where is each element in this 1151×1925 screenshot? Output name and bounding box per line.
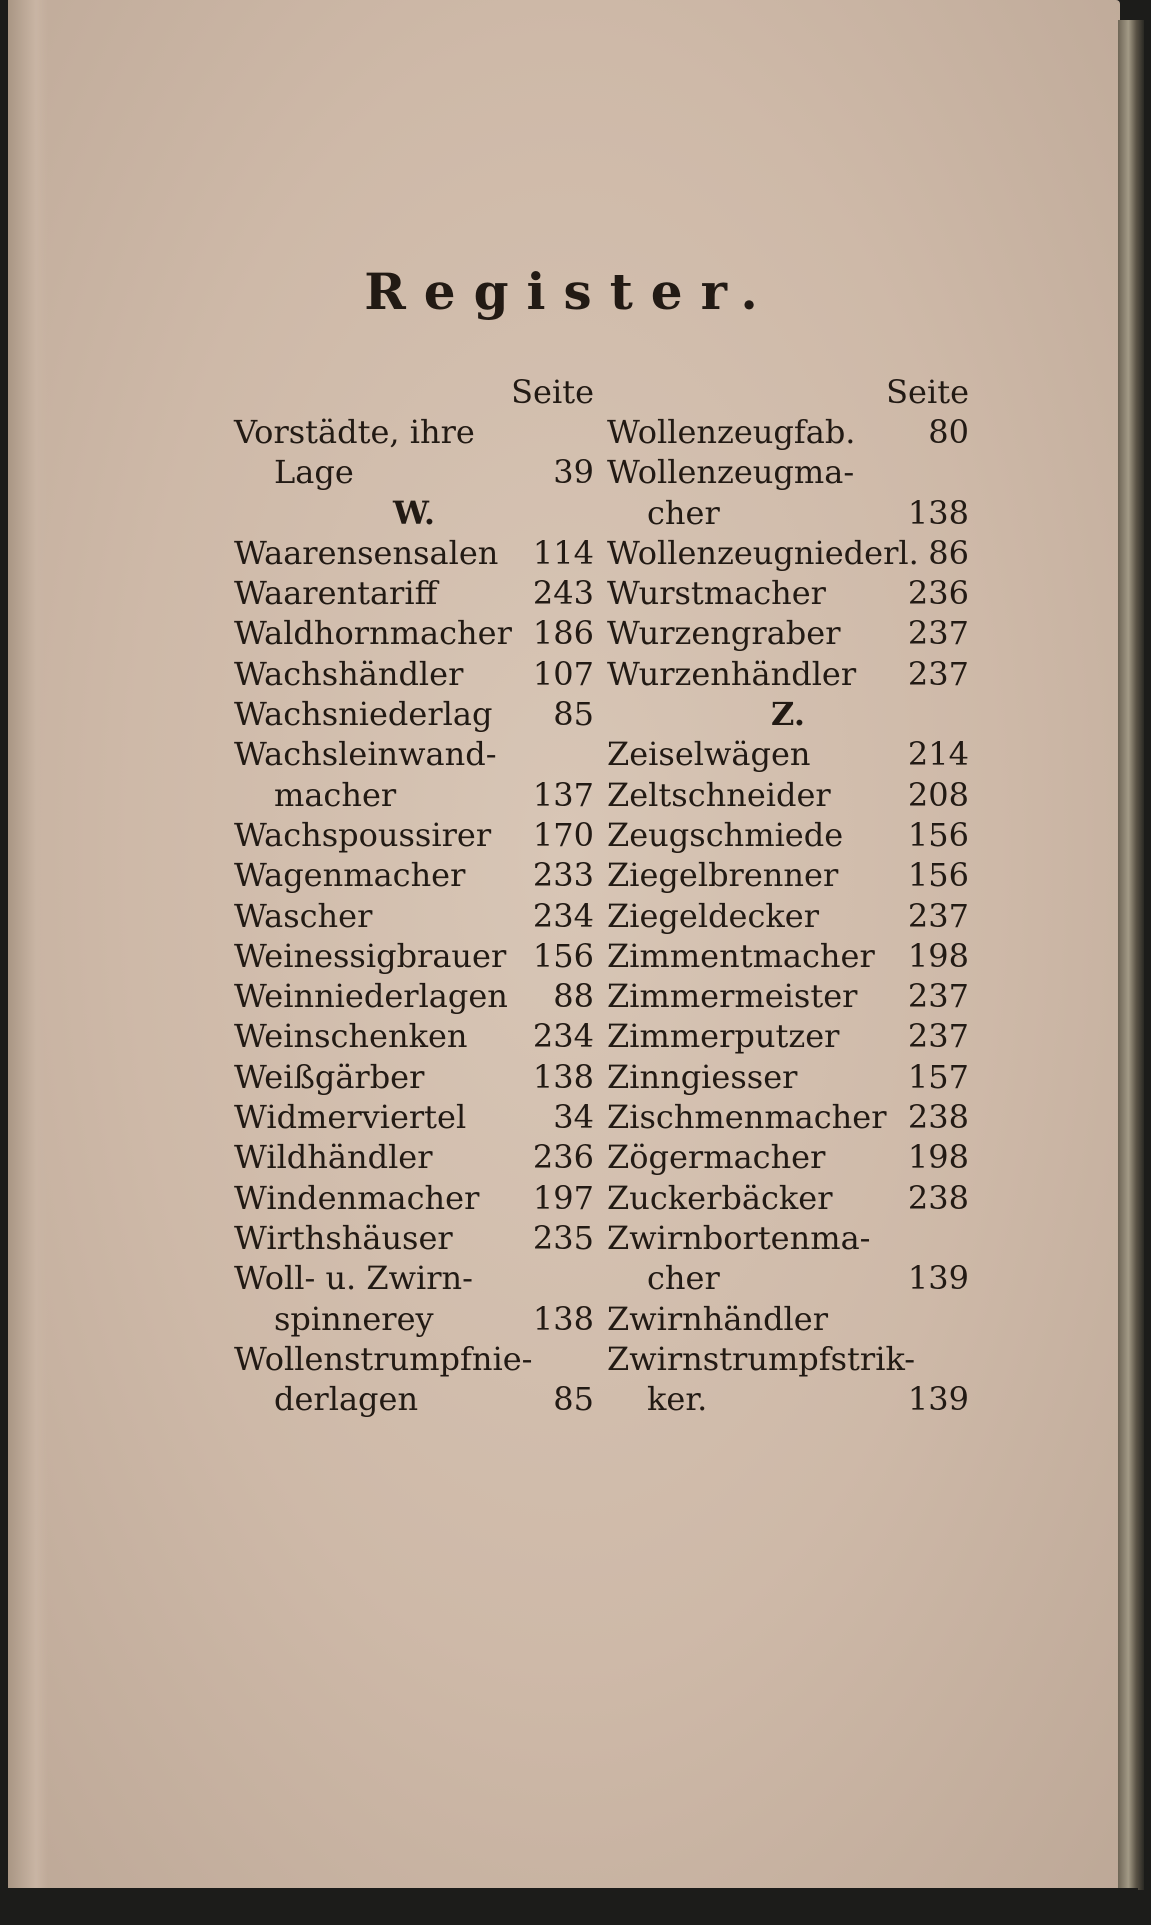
entry-page-number: 85 [553, 1380, 594, 1419]
entry-page-number: 86 [928, 533, 969, 572]
entry-term: Weinschenken [234, 1017, 468, 1056]
entry-term: Zwirnstrumpfstrik- [607, 1339, 916, 1378]
entry-page-number: 156 [532, 936, 594, 975]
entry-page-number: 198 [907, 936, 969, 975]
entry-page-number: 237 [907, 977, 969, 1016]
entry-term: cher [647, 1259, 720, 1298]
entry-term: Zinngiesser [607, 1057, 798, 1096]
entry-term: Wachshändler [234, 654, 464, 693]
entry-term: Weinniederlagen [234, 977, 508, 1016]
entry-term: Zeltschneider [607, 775, 831, 814]
entry-term: Ziegelbrenner [607, 856, 839, 895]
index-entry [607, 1016, 969, 1056]
entry-page-number: 197 [532, 1178, 594, 1217]
entry-term: Wascher [234, 896, 373, 935]
index-entry [234, 1379, 594, 1419]
index-entry [607, 936, 969, 976]
index-entry [607, 976, 969, 1016]
binding-gutter [8, 0, 48, 1895]
entry-term: Zuckerbäcker [607, 1178, 833, 1217]
entry-page-number: 234 [532, 1017, 594, 1056]
entry-page-number: 157 [907, 1057, 969, 1096]
index-entry [234, 613, 594, 653]
entry-page-number: 238 [907, 1098, 969, 1137]
index-entry [234, 654, 594, 694]
entry-page-number: 107 [532, 654, 594, 693]
entry-page-number: 80 [928, 413, 969, 451]
entry-term: Waarentariff [234, 574, 438, 613]
entry-term: Wachspoussirer [234, 815, 492, 854]
index-entry [607, 1137, 969, 1177]
index-entry [234, 1057, 594, 1097]
entry-term: Wildhändler [234, 1138, 433, 1177]
index-entry [234, 775, 594, 815]
index-entry [234, 694, 594, 734]
entry-term: Lage [274, 453, 354, 492]
entry-term: W. [392, 493, 436, 532]
entry-page-number: 237 [907, 614, 969, 653]
entry-page-number: 137 [532, 775, 594, 814]
index-entry [234, 855, 594, 895]
index-entry [234, 573, 594, 613]
index-entry [234, 412, 594, 452]
entry-page-number: 138 [532, 1299, 594, 1338]
entry-term: Zwirnhändler [607, 1299, 829, 1338]
index-entry [234, 1016, 594, 1056]
index-entry [607, 493, 969, 533]
entry-term: Zimmerputzer [607, 1017, 840, 1056]
entry-term: derlagen [274, 1380, 419, 1419]
entry-page-number: 237 [907, 654, 969, 693]
entry-page-number: 186 [532, 614, 594, 653]
entry-term: Wachsniederlag [234, 695, 493, 734]
entry-page-number: 235 [532, 1218, 594, 1257]
entry-page-number: 85 [553, 695, 594, 734]
index-entry [607, 452, 969, 492]
entry-page-number: 233 [532, 856, 594, 895]
entry-page-number: 198 [907, 1138, 969, 1177]
index-entry [607, 1339, 969, 1379]
index-entry [607, 1057, 969, 1097]
index-entry [607, 1178, 969, 1218]
entry-page-number: 138 [907, 493, 969, 532]
index-entry [607, 1299, 969, 1339]
index-entry [234, 896, 594, 936]
index-entry [607, 1097, 969, 1137]
index-entry [234, 533, 594, 573]
entry-term: Wurzengraber [607, 614, 841, 653]
entry-page-number: 214 [907, 735, 969, 774]
entry-page-number: 237 [907, 896, 969, 935]
entry-page-number: 243 [532, 574, 594, 613]
index-entry [607, 896, 969, 936]
entry-term: Zwirnbortenma- [607, 1218, 871, 1257]
index-entry [607, 1379, 969, 1419]
entry-term: Zeiselwägen [607, 735, 811, 774]
entry-term: Wurzenhändler [607, 654, 857, 693]
entry-term: Zeugschmiede [607, 815, 844, 854]
index-rows-left [234, 412, 594, 1419]
entry-term: Windenmacher [234, 1178, 480, 1217]
index-entry [607, 573, 969, 613]
index-entry [234, 1258, 594, 1298]
entry-term: macher [274, 775, 397, 814]
index-entry [607, 855, 969, 895]
index-column-right [607, 372, 969, 1419]
entry-page-number: 34 [553, 1098, 594, 1137]
entry-term: Waldhornmacher [234, 614, 512, 653]
entry-page-number: 39 [553, 453, 594, 492]
entry-term: Zimmermeister [607, 977, 858, 1016]
entry-term: Wirthshäuser [234, 1218, 453, 1257]
index-entry [234, 976, 594, 1016]
background-strip [8, 1888, 1138, 1925]
entry-page-number: 139 [907, 1259, 969, 1298]
entry-term: cher [647, 493, 720, 532]
index-rows-right [607, 412, 969, 1419]
page-title: Register. [364, 262, 776, 321]
index-entry [234, 1137, 594, 1177]
index-entry [234, 1299, 594, 1339]
entry-page-number: 236 [532, 1138, 594, 1177]
column-header-left: Seite [511, 373, 594, 411]
entry-page-number: 114 [532, 533, 594, 572]
index-entry [607, 654, 969, 694]
index-entry [234, 1218, 594, 1258]
entry-term: Wachsleinwand- [234, 735, 497, 774]
index-entry [234, 936, 594, 976]
entry-term: Zimmentmacher [607, 936, 875, 975]
entry-term: Z. [771, 695, 805, 734]
entry-page-number: 236 [907, 574, 969, 613]
entry-term: Wurstmacher [607, 574, 826, 613]
index-entry [607, 775, 969, 815]
entry-page-number: 234 [532, 896, 594, 935]
index-column-left [234, 372, 594, 1419]
entry-page-number: 88 [553, 977, 594, 1016]
entry-term: Vorstädte, ihre [234, 413, 475, 451]
entry-term: spinnerey [274, 1299, 434, 1338]
entry-term: Widmerviertel [234, 1098, 467, 1137]
entry-page-number: 156 [907, 856, 969, 895]
entry-term: ker. [647, 1380, 708, 1419]
entry-term: Ziegeldecker [607, 896, 820, 935]
entry-term: Wollenzeugniederl. [607, 533, 919, 572]
entry-term: Wollenzeugfab. [607, 413, 856, 451]
index-entry [607, 734, 969, 774]
section-letter [607, 694, 969, 734]
entry-term: Wollenzeugma- [607, 453, 855, 492]
column-header-right: Seite [886, 373, 969, 411]
entry-page-number: 208 [907, 775, 969, 814]
entry-term: Zischmenmacher [607, 1098, 887, 1137]
entry-term: Weinessigbrauer [234, 936, 507, 975]
index-entry [234, 452, 594, 492]
entry-term: Weißgärber [234, 1057, 425, 1096]
entry-page-number: 156 [907, 815, 969, 854]
entry-page-number: 139 [907, 1380, 969, 1419]
entry-page-number: 138 [532, 1057, 594, 1096]
index-entry [234, 1097, 594, 1137]
entry-term: Woll- u. Zwirn- [234, 1259, 473, 1298]
index-entry [234, 1339, 594, 1379]
entry-page-number: 238 [907, 1178, 969, 1217]
entry-page-number: 170 [532, 815, 594, 854]
index-entry [607, 815, 969, 855]
index-entry [607, 533, 969, 573]
index-entry [607, 613, 969, 653]
entry-term: Waarensensalen [234, 533, 499, 572]
index-entry [234, 1178, 594, 1218]
entry-term: Zögermacher [607, 1138, 826, 1177]
entry-term: Wagenmacher [234, 856, 466, 895]
index-entry [607, 1218, 969, 1258]
entry-term: Wollenstrumpfnie- [234, 1339, 533, 1378]
index-entry [234, 734, 594, 774]
section-letter [234, 493, 594, 533]
page-edges [1118, 20, 1144, 1890]
entry-page-number: 237 [907, 1017, 969, 1056]
index-entry [607, 1258, 969, 1298]
index-entry [607, 412, 969, 452]
index-entry [234, 815, 594, 855]
